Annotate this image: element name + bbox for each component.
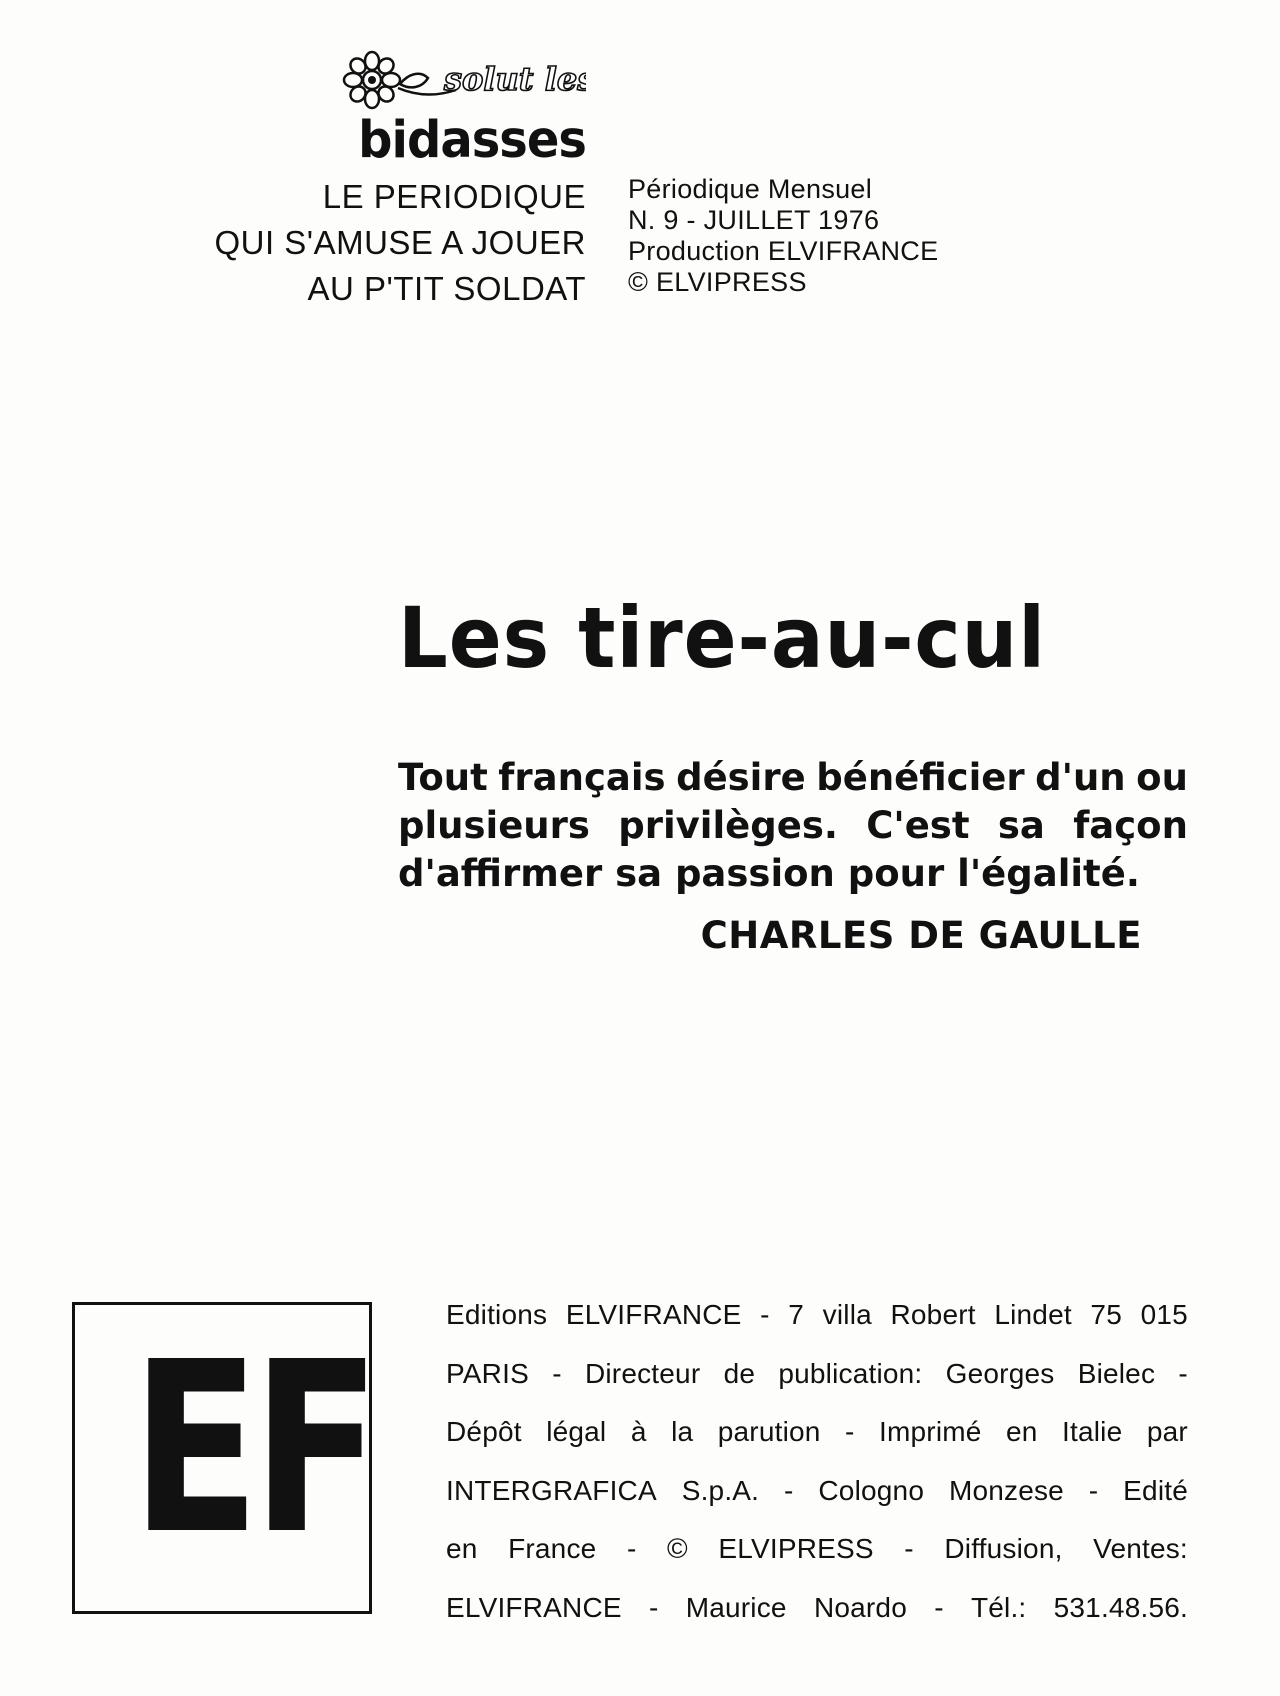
word: désire: [676, 756, 806, 799]
word: 015: [1140, 1299, 1188, 1330]
word: 7: [788, 1299, 805, 1330]
word: la: [671, 1416, 694, 1448]
headline: Les tire-au-cul: [398, 589, 1046, 687]
logo-script-text: solut les: [444, 60, 586, 98]
word: 75: [1090, 1299, 1122, 1330]
imprint-line: [446, 1579, 1188, 1638]
word: C'est: [866, 804, 970, 847]
word: -: [784, 1474, 794, 1506]
word: Georges: [945, 1357, 1055, 1389]
word: privilèges.: [618, 804, 838, 847]
word: publication:: [778, 1357, 923, 1389]
brand-title: bidasses: [358, 110, 586, 170]
production-credit: Production ELVIFRANCE: [628, 236, 939, 266]
word: Dépôt: [446, 1416, 522, 1448]
word: Tél.:: [970, 1591, 1027, 1623]
tagline-line: LE PERIODIQUE: [322, 178, 586, 215]
word: Robert: [890, 1299, 976, 1330]
word: en: [1006, 1416, 1038, 1448]
word: Tout: [398, 756, 488, 799]
word: à: [630, 1416, 647, 1448]
word: Bielec: [1077, 1357, 1156, 1389]
word: Directeur: [584, 1357, 701, 1389]
flower-logo-icon: [336, 44, 586, 114]
publication-info: [628, 174, 938, 298]
publisher-logo: [72, 1302, 372, 1614]
quote: [398, 754, 1188, 898]
quote-line: d'affirmer sa passion pour l'égalité.: [398, 852, 1140, 895]
word: -: [1178, 1357, 1188, 1389]
word: -: [552, 1357, 562, 1389]
imprint-line: [446, 1462, 1188, 1521]
quote-line: [398, 802, 1188, 850]
word: -: [760, 1299, 770, 1330]
word: bénéficier: [816, 756, 1025, 799]
word: ou: [1136, 756, 1188, 799]
word: Monzese: [948, 1474, 1064, 1506]
word: en: [446, 1533, 478, 1565]
word: Maurice: [685, 1591, 787, 1623]
word: S.p.A.: [681, 1474, 760, 1506]
solut-les-logo: [336, 44, 586, 114]
word: -: [904, 1533, 914, 1565]
word: INTERGRAFICA: [446, 1474, 657, 1506]
publisher-logo-text: EF: [131, 1311, 373, 1586]
imprint-line: [446, 1520, 1188, 1579]
imprint-line: [446, 1345, 1188, 1404]
word: Imprimé: [879, 1416, 982, 1448]
tagline: [214, 174, 586, 312]
word: Editions: [446, 1299, 548, 1330]
tagline-line: QUI S'AMUSE A JOUER: [214, 224, 586, 261]
quote-author: CHARLES DE GAULLE: [700, 914, 1142, 957]
word: -: [648, 1591, 659, 1623]
word: Diffusion,: [944, 1533, 1063, 1565]
imprint: [446, 1286, 1188, 1638]
word: PARIS: [446, 1357, 529, 1389]
word: façon: [1073, 804, 1188, 847]
word: -: [845, 1416, 855, 1448]
issue-number: N. 9 - JUILLET 1976: [628, 205, 880, 235]
word: Cologno: [818, 1474, 925, 1506]
word: -: [1088, 1474, 1099, 1506]
word: ELVIFRANCE: [446, 1591, 622, 1623]
word: -: [626, 1533, 637, 1565]
word: Lindet: [994, 1299, 1072, 1330]
imprint-line: [446, 1286, 1188, 1345]
word: -: [934, 1591, 944, 1623]
word: d'un: [1035, 756, 1126, 799]
word: Ventes:: [1093, 1533, 1188, 1565]
word: France: [508, 1533, 597, 1565]
word: ELVIFRANCE: [565, 1299, 742, 1330]
tagline-line: AU P'TIT SOLDAT: [307, 270, 586, 307]
quote-line: [398, 754, 1188, 802]
word: français: [498, 756, 666, 799]
word: par: [1146, 1416, 1188, 1448]
word: villa: [822, 1299, 872, 1330]
copyright-line: © ELVIPRESS: [628, 267, 807, 297]
word: légal: [546, 1416, 607, 1448]
word: de: [723, 1357, 756, 1389]
word: ©: [667, 1533, 688, 1565]
word: sa: [997, 804, 1045, 847]
word: parution: [717, 1416, 821, 1448]
word: ELVIPRESS: [718, 1533, 874, 1565]
publication-frequency: Périodique Mensuel: [628, 174, 873, 204]
word: plusieurs: [398, 804, 590, 847]
word: Edité: [1123, 1474, 1188, 1506]
word: Italie: [1062, 1416, 1123, 1448]
imprint-line: [446, 1403, 1188, 1462]
word: 531.48.56.: [1053, 1591, 1188, 1623]
word: Noardo: [813, 1591, 907, 1623]
